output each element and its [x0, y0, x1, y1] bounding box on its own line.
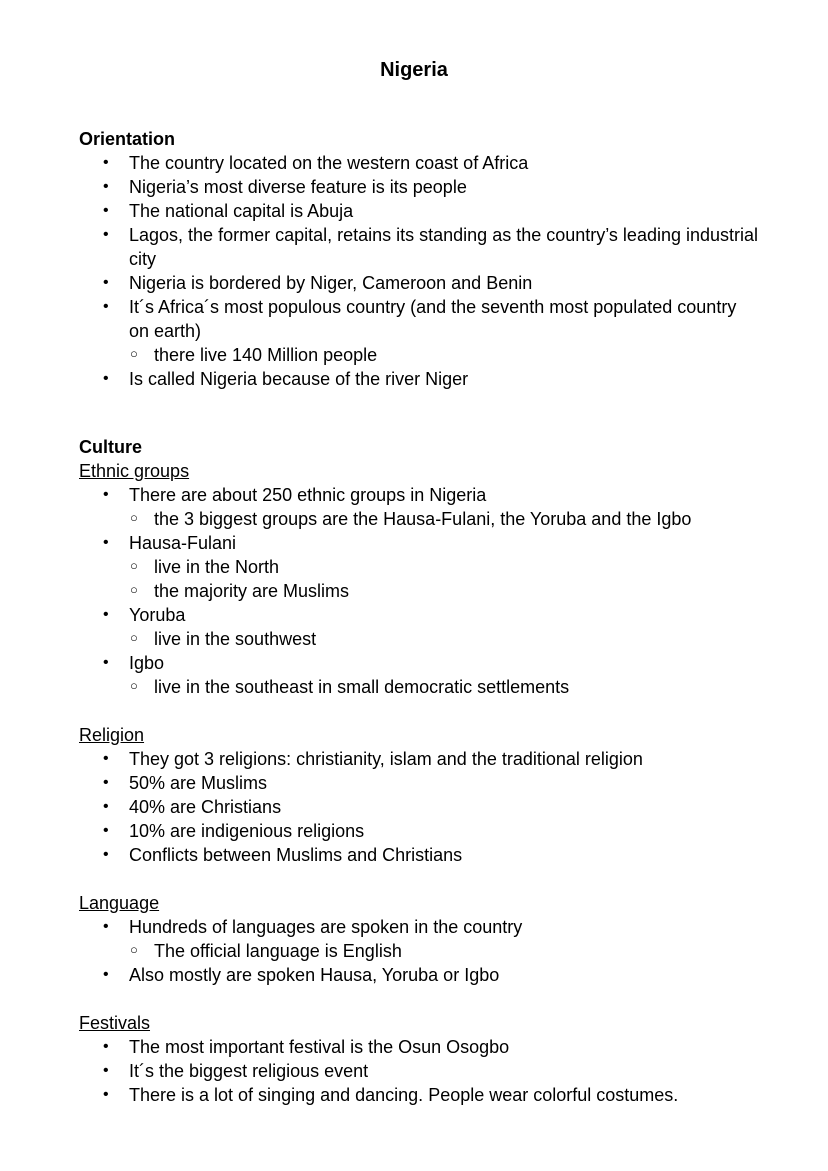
list-item-text: Conflicts between Muslims and Christians [129, 845, 463, 865]
bullet-icon: • [103, 918, 109, 935]
list-item [79, 915, 759, 963]
list-item-text: Lagos, the former capital, retains its standing as the country’s leading industrial city [129, 225, 759, 269]
bullet-icon: • [103, 486, 109, 503]
subsection-heading-religion: Religion [79, 725, 145, 745]
sub-list-item [129, 343, 759, 367]
bullet-icon: • [103, 750, 109, 767]
list-item [79, 795, 759, 819]
bullet-icon: • [103, 654, 109, 671]
list-item-text: Is called Nigeria because of the river Niger [129, 369, 469, 389]
section-heading-orientation: Orientation [79, 129, 176, 149]
hollow-bullet-icon: ○ [130, 582, 138, 597]
bullet-icon: • [103, 154, 109, 171]
list-item-text: It´s the biggest religious event [129, 1061, 369, 1081]
sub-list-item-text: live in the southeast in small democratic settlements [154, 677, 570, 697]
list-item-text: Igbo [129, 653, 165, 673]
list-item [79, 1035, 759, 1059]
list-item [79, 1059, 759, 1083]
list-item-text: 10% are indigenious religions [129, 821, 365, 841]
list-item-text: The country located on the western coast of Africa [129, 153, 529, 173]
bullet-icon: • [103, 606, 109, 623]
list-item [79, 531, 759, 603]
bullet-icon: • [103, 774, 109, 791]
spacer [79, 391, 759, 435]
list-item-text: There are about 250 ethnic groups in Nigeria [129, 485, 487, 505]
bullet-icon: • [103, 178, 109, 195]
document-content [79, 127, 759, 1107]
list-item [79, 199, 759, 223]
sub-list [129, 555, 759, 603]
subsection-heading-language: Language [79, 893, 160, 913]
list-item-text: There is a lot of singing and dancing. People wear colorful costumes. [129, 1085, 679, 1105]
bullet-icon: • [103, 846, 109, 863]
sub-list-item-text: the 3 biggest groups are the Hausa-Fulani, the Yoruba and the Igbo [154, 509, 692, 529]
sub-list-item [129, 627, 759, 651]
sub-list-item-text: The official language is English [154, 941, 402, 961]
list-item [79, 271, 759, 295]
list-item-text: Hausa-Fulani [129, 533, 237, 553]
bullet-icon: • [103, 966, 109, 983]
bullet-icon: • [103, 1062, 109, 1079]
sub-list [129, 627, 759, 651]
bullet-icon: • [103, 202, 109, 219]
list-item-text: Yoruba [129, 605, 186, 625]
sub-list-item-text: there live 140 Million people [154, 345, 378, 365]
orientation-list [79, 151, 759, 391]
list-item [79, 223, 759, 271]
sub-list [129, 507, 759, 531]
list-item-text: Hundreds of languages are spoken in the country [129, 917, 523, 937]
language-list [79, 915, 759, 987]
bullet-icon: • [103, 1038, 109, 1055]
sub-list-item [129, 555, 759, 579]
subsection-heading-ethnic-groups: Ethnic groups [79, 461, 190, 481]
list-item [79, 603, 759, 651]
list-item-text: Nigeria’s most diverse feature is its people [129, 177, 467, 197]
list-item-text: 40% are Christians [129, 797, 282, 817]
list-item-text: 50% are Muslims [129, 773, 268, 793]
list-item-text: Nigeria is bordered by Niger, Cameroon and Benin [129, 273, 533, 293]
list-item-text: They got 3 religions: christianity, islam and the traditional religion [129, 749, 643, 769]
festivals-list [79, 1035, 759, 1107]
sub-list-item [129, 507, 759, 531]
hollow-bullet-icon: ○ [130, 510, 138, 525]
sub-list [129, 675, 759, 699]
list-item [79, 747, 759, 771]
document-title: Nigeria [380, 59, 448, 81]
bullet-icon: • [103, 1086, 109, 1103]
list-item [79, 367, 759, 391]
list-item [79, 771, 759, 795]
bullet-icon: • [103, 370, 109, 387]
religion-list [79, 747, 759, 867]
list-item [79, 1083, 759, 1107]
list-item-text: The most important festival is the Osun Osogbo [129, 1037, 510, 1057]
sub-list-item-text: the majority are Muslims [154, 581, 350, 601]
hollow-bullet-icon: ○ [130, 630, 138, 645]
bullet-icon: • [103, 822, 109, 839]
list-item [79, 151, 759, 175]
sub-list [129, 939, 759, 963]
bullet-icon: • [103, 226, 109, 243]
list-item [79, 843, 759, 867]
bullet-icon: • [103, 298, 109, 315]
list-item [79, 819, 759, 843]
list-item [79, 651, 759, 699]
hollow-bullet-icon: ○ [130, 346, 138, 361]
subsection-heading-festivals: Festivals [79, 1013, 151, 1033]
list-item [79, 175, 759, 199]
sub-list-item-text: live in the North [154, 557, 280, 577]
sub-list-item [129, 579, 759, 603]
section-heading-culture: Culture [79, 437, 142, 457]
hollow-bullet-icon: ○ [130, 678, 138, 693]
bullet-icon: • [103, 534, 109, 551]
spacer [79, 987, 759, 1011]
bullet-icon: • [103, 274, 109, 291]
spacer [79, 867, 759, 891]
sub-list-item-text: live in the southwest [154, 629, 317, 649]
sub-list-item [129, 939, 759, 963]
list-item [79, 483, 759, 531]
list-item [79, 295, 759, 367]
list-item-text: Also mostly are spoken Hausa, Yoruba or Igbo [129, 965, 500, 985]
list-item-text: It´s Africa´s most populous country (and the seventh most populated country on earth) [129, 297, 737, 341]
hollow-bullet-icon: ○ [130, 558, 138, 573]
spacer [79, 699, 759, 723]
list-item-text: The national capital is Abuja [129, 201, 354, 221]
ethnic-groups-list [79, 483, 759, 699]
sub-list-item [129, 675, 759, 699]
hollow-bullet-icon: ○ [130, 942, 138, 957]
sub-list [129, 343, 759, 367]
list-item [79, 963, 759, 987]
bullet-icon: • [103, 798, 109, 815]
